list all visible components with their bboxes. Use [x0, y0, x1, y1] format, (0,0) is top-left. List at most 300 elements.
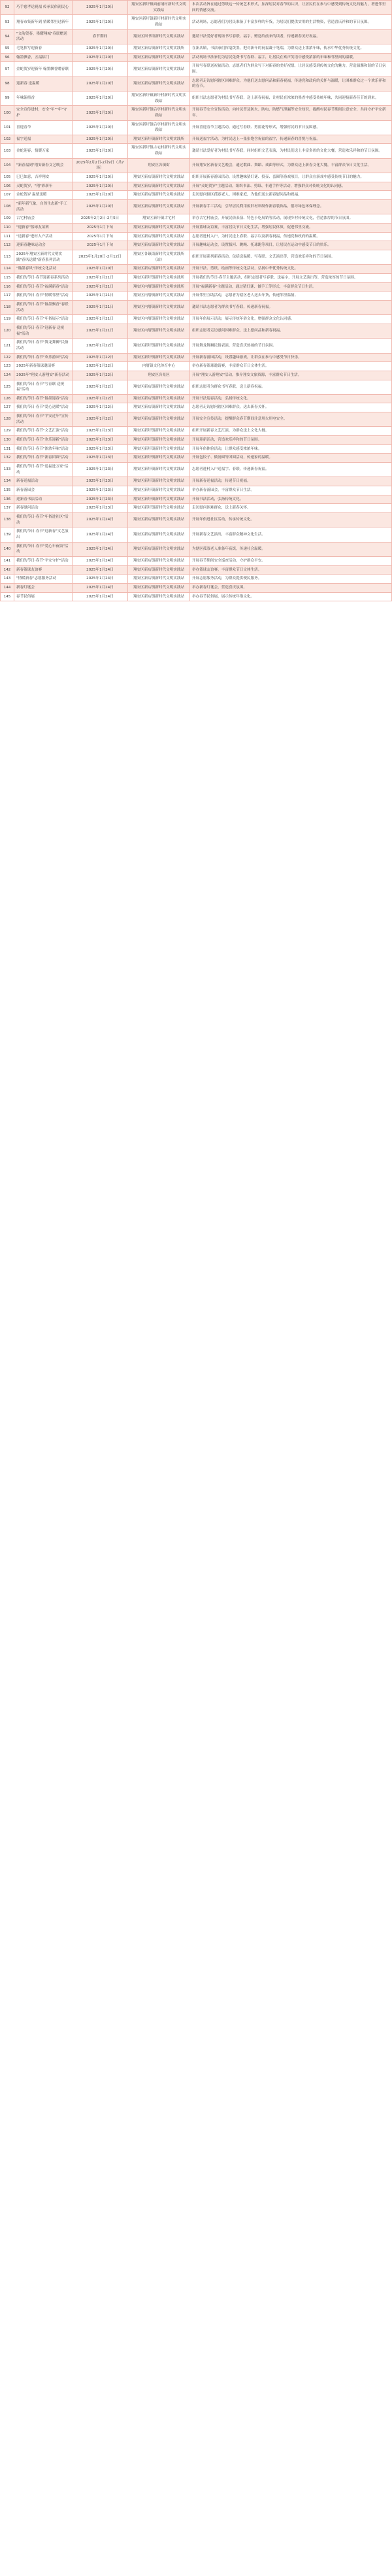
cell-location: 翔安区新圩镇新时代文明实践站: [128, 339, 190, 353]
cell-number: 107: [1, 191, 14, 200]
table-row: [1, 477, 392, 486]
table-row: [1, 371, 392, 380]
table-row: [1, 292, 392, 301]
cell-activity-name: 毛笔挥写迎新春: [14, 44, 73, 53]
cell-date: 2025年1月20日: [73, 106, 128, 120]
cell-date: 2025年1月20日: [73, 200, 128, 214]
table-row: [1, 273, 392, 282]
cell-description: 开展新春文艺演出，丰富群众精神文化生活。: [190, 527, 392, 542]
cell-description: 走访慰问困难群众，送上新春关怀。: [190, 504, 392, 513]
cell-description: 开展新春手工活动，引导居民利用废旧材料制作新春装饰品，倡导绿色环保理念。: [190, 200, 392, 214]
cell-location: 翔安区新圩镇新时代文明实践站: [128, 444, 190, 454]
cell-activity-name: 迎新春 送温暖: [14, 76, 73, 91]
cell-description: 开展新春游园活动，设置趣味游戏，让群众在参与中感受节日快乐。: [190, 353, 392, 362]
cell-description: 开展邻里互助活动，志愿者为辖区老人送去年货，传递邻里温情。: [190, 292, 392, 301]
cell-activity-name: 我们的节日·春节"写春联 送祝福"活动: [14, 380, 73, 394]
cell-number: 114: [1, 265, 14, 274]
table-row: [1, 454, 392, 463]
table-row: [1, 53, 392, 62]
table-row: [1, 76, 392, 91]
cell-date: 2025年1月下旬: [73, 224, 128, 233]
cell-date: 2025年1月21日: [73, 273, 128, 282]
cell-activity-name: 金蛇贺岁迎新年 翰墨飘香赠春联: [14, 62, 73, 76]
cell-number: 113: [1, 250, 14, 265]
cell-description: 组织志愿者走访慰问困难群众，送上慰问品和新春祝福。: [190, 324, 392, 338]
table-row: [1, 436, 392, 445]
table-row: [1, 403, 392, 412]
cell-description: 开展年俗展示活动，展示传统年俗文化，增强群众文化认同感。: [190, 315, 392, 324]
cell-description: 开展年俗体验活动，让群众感受浓浓年味。: [190, 444, 392, 454]
cell-date: 2025年1月24日: [73, 542, 128, 556]
cell-activity-name: 我们的节日·春节"迎新春 送祝福"活动: [14, 324, 73, 338]
cell-description: 开展舞龙舞狮民俗表演，营造喜庆热闹的节日氛围。: [190, 339, 392, 353]
cell-location: 翔安区新圩镇新时代文明实践站: [128, 436, 190, 445]
cell-number: 128: [1, 412, 14, 427]
cell-description: 举办篮球友谊赛，丰富群众节日文体生活。: [190, 565, 392, 575]
cell-activity-name: 我们的节日·春节"情暖邻里"活动: [14, 292, 73, 301]
cell-number: 140: [1, 542, 14, 556]
cell-description: 开展春节期间安全巡查活动，守护群众平安。: [190, 556, 392, 565]
cell-number: 97: [1, 62, 14, 76]
cell-number: 105: [1, 173, 14, 182]
cell-number: 120: [1, 324, 14, 338]
table-row: [1, 504, 392, 513]
cell-number: 100: [1, 106, 14, 120]
cell-number: 136: [1, 495, 14, 504]
cell-date: 2025年1月23日: [73, 463, 128, 477]
table-row: [1, 214, 392, 224]
table-row: [1, 575, 392, 584]
table-row: [1, 315, 392, 324]
cell-date: 2025年1月20日: [73, 91, 128, 105]
cell-activity-name: 我们的节日·春节"年俗展示"活动: [14, 315, 73, 324]
cell-activity-name: 新春游园会: [14, 486, 73, 495]
cell-date: 2025年1月20日: [73, 135, 128, 144]
cell-description: 举办新春游园会，丰富群众节日生活。: [190, 486, 392, 495]
cell-activity-name: 春节民俗展: [14, 592, 73, 601]
cell-location: 翔安区新店镇新时代文明实践站: [128, 380, 190, 394]
cell-number: 143: [1, 575, 14, 584]
cell-activity-name: 2025年新春篮球邀请赛: [14, 362, 73, 371]
cell-number: 92: [1, 1, 14, 15]
table-row: [1, 224, 392, 233]
table-row: [1, 592, 392, 601]
cell-number: 93: [1, 15, 14, 29]
cell-location: 内厝镇文化体育中心: [128, 362, 190, 371]
cell-number: 96: [1, 53, 14, 62]
cell-activity-name: 翔春市集新年到 情暖邻里过新年: [14, 15, 73, 29]
cell-description: 活动现场，志愿者们为居民准备了丰富多样的年货，为居民们提供实用的生活物资，营造喜庆祥和的节日氛围。: [190, 15, 392, 29]
cell-location: 翔安区新店镇新时代文明实践站: [128, 527, 190, 542]
table-row: [1, 106, 392, 120]
cell-activity-name: 金蛇贺岁 温情送暖: [14, 191, 73, 200]
cell-date: 2025年2月2日-2月9日（共7场）: [73, 158, 128, 173]
cell-activity-name: 迎新春书法活动: [14, 495, 73, 504]
cell-description: 开展包饺子、做汤圆等团圆活动，传递家的温暖。: [190, 454, 392, 463]
cell-number: 133: [1, 463, 14, 477]
cell-location: 翔安区内厝镇新时代文明实践站: [128, 292, 190, 301]
cell-description: 开展新春送福活动，传递节日祝福。: [190, 477, 392, 486]
cell-date: 2025年1月24日: [73, 556, 128, 565]
table-row: [1, 380, 392, 394]
cell-activity-name: 2025年"翔安人游翔安"新春活动: [14, 371, 73, 380]
cell-activity-name: 我们的节日·春节"年俗进社区"活动: [14, 513, 73, 527]
cell-number: 124: [1, 371, 14, 380]
cell-description: 走访慰问辖区孤寡老人、困难家庭，为他们送去新春慰问品和祝福。: [190, 191, 392, 200]
table-row: [1, 394, 392, 403]
cell-number: 144: [1, 583, 14, 592]
cell-activity-name: 2025年翔安区新时代文明实践"春风送暖"新春系列活动: [14, 250, 73, 265]
cell-location: 翔安区新店镇新时代文明实践站: [128, 542, 190, 556]
cell-description: 开展志愿服务活动，为群众提供便民服务。: [190, 575, 392, 584]
cell-description: 志愿者进村入户，为村民送上春联、福字以及新春祝福，传递党和政府的温暖。: [190, 232, 392, 241]
table-row: [1, 463, 392, 477]
cell-date: 2025年1月21日: [73, 324, 128, 338]
cell-number: 129: [1, 427, 14, 436]
cell-activity-name: 巧手慈孝送祝福 传承民俗润民心: [14, 1, 73, 15]
cell-number: 119: [1, 315, 14, 324]
cell-location: 翔安区内厝镇新时代文明实践站: [128, 315, 190, 324]
cell-description: 志愿者进村入户送福字、春联，传递新春祝福。: [190, 463, 392, 477]
cell-location: 翔安区新店镇新时代文明实践站: [128, 412, 190, 427]
cell-location: 翔安区新店镇新时代文明实践站: [128, 76, 190, 91]
cell-number: 134: [1, 477, 14, 486]
cell-date: 2025年1月20日: [73, 120, 128, 135]
cell-date: 2025年1月23日: [73, 454, 128, 463]
cell-location: 翔安区新店镇新时代文明实践站: [128, 513, 190, 527]
cell-number: 110: [1, 224, 14, 233]
cell-location: 翔安区新圩镇新圩村新时代文明实践站: [128, 91, 190, 105]
table-row: [1, 339, 392, 353]
cell-number: 138: [1, 513, 14, 527]
cell-date: 2025年1月22日: [73, 403, 128, 412]
cell-date: 2025年1月21日: [73, 315, 128, 324]
table-row: [1, 282, 392, 292]
table-row: [1, 412, 392, 427]
table-row: [1, 513, 392, 527]
cell-activity-name: 我们的节日·春节"新春团圆"活动: [14, 454, 73, 463]
cell-activity-name: 灵蛇贺岁，"翔"彩新年: [14, 182, 73, 191]
table-row: [1, 324, 392, 338]
cell-description: 开展安全宣传活动，提醒群众春节期间注意用火用电安全。: [190, 412, 392, 427]
cell-date: 2025年2月2日-2月5日: [73, 214, 128, 224]
cell-description: 组织开展新春游园活动，设置趣味猜灯谜、投壶、套圈等游戏项目，让群众在游戏中感受传统节日的魅力。: [190, 173, 392, 182]
cell-location: 翔安区新店镇新时代文明实践站: [128, 556, 190, 565]
cell-description: 举办春节民俗展，展示传统年俗文化。: [190, 592, 392, 601]
cell-activity-name: 我们的节日·春节"爱心年夜饭"活动: [14, 542, 73, 556]
cell-location: 翔安区图书馆新时代文明实践站: [128, 29, 190, 44]
cell-date: 2025年1月22日: [73, 371, 128, 380]
cell-number: 137: [1, 504, 14, 513]
cell-location: 翔安区新店镇新时代文明实践站: [128, 232, 190, 241]
cell-location: 翔安区新圩镇新圩村新时代文明实践站: [128, 15, 190, 29]
cell-location: 翔安区新圩镇新时代文明实践站: [128, 477, 190, 486]
table-row: [1, 29, 392, 44]
cell-date: 2025年1月23日: [73, 436, 128, 445]
cell-date: 2025年1月24日: [73, 575, 128, 584]
cell-description: 开展趣味运动会，设置拔河、跳绳、托球跑等项目，让居民在运动中感受节日的快乐。: [190, 241, 392, 250]
cell-number: 122: [1, 353, 14, 362]
cell-description: 开展书法迎春活动，弘扬传统文化。: [190, 394, 392, 403]
cell-activity-name: 福字送福: [14, 135, 73, 144]
table-row: [1, 444, 392, 454]
cell-date: 2025年1月20日: [73, 265, 128, 274]
table-row: [1, 120, 392, 135]
cell-description: 开展"灵蛇贺岁"主题活动，组织书法、剪纸、非遗手作等活动，增强群众对传统文化的认同感。: [190, 182, 392, 191]
cell-activity-name: 我们的节日·春节"爱心送暖"活动: [14, 403, 73, 412]
cell-number: 103: [1, 144, 14, 158]
cell-location: 翔安区新店镇新时代文明实践站: [128, 265, 190, 274]
table-row: [1, 1, 392, 15]
cell-description: 邀请书法爱好者为村民书写春联，同时组织文艺表演，为村民们送上丰富多彩的文化大餐，营造欢乐祥和的节日氛围。: [190, 144, 392, 158]
cell-description: 组织志愿者为群众书写春联，送上新春祝福。: [190, 380, 392, 394]
cell-date: 2025年1月22日: [73, 394, 128, 403]
cell-activity-name: 我们的节日·春节"欢乐迎新"活动: [14, 436, 73, 445]
cell-location: 翔安区新圩镇新时代文明实践所: [128, 273, 190, 282]
cell-number: 123: [1, 362, 14, 371]
cell-activity-name: 新春慰问活动: [14, 504, 73, 513]
cell-location: 翔安区新圩镇面前埔村新时代文明实践站: [128, 1, 190, 15]
cell-date: 春节期间: [73, 29, 128, 44]
cell-description: 志愿者走访慰问辖区困难群众，为他们送去慰问品和新春祝福，传递党和政府的关怀与温暖，让困难群众过一个欢乐祥和的春节。: [190, 76, 392, 91]
table-row: [1, 265, 392, 274]
table-body: [1, 1, 392, 601]
cell-activity-name: 我们的节日·春节"送福进万家"活动: [14, 463, 73, 477]
cell-description: 活动现场书法家们为居民免费书写春联、福字，让居民在欢声笑语中感受浓浓的年味和邻里间的温暖。: [190, 53, 392, 62]
cell-description: 志愿者走访慰问辖区困难群众，送去新春关怀。: [190, 403, 392, 412]
cell-number: 108: [1, 200, 14, 214]
table-row: [1, 144, 392, 158]
cell-date: 2025年1月23日: [73, 504, 128, 513]
cell-date: 2025年1月20日: [73, 144, 128, 158]
cell-activity-name: 我们的节日·春节"浓浓年味"活动: [14, 444, 73, 454]
activity-table: [0, 0, 392, 601]
cell-description: 在新店镇，书法家们挥毫泼墨，把对新年的祝福凝于笔端，为群众送上浓浓年味，传承中华优秀传统文化。: [190, 44, 392, 53]
cell-activity-name: "送新春"进村入户活动: [14, 232, 73, 241]
cell-activity-name: 我们的节日·春节"平安守护"活动: [14, 556, 73, 565]
table-row: [1, 173, 392, 182]
cell-description: 开展年俗进社区活动，传承传统文化。: [190, 513, 392, 527]
cell-date: 2025年1月20日: [73, 53, 128, 62]
cell-number: 109: [1, 214, 14, 224]
cell-location: 翔安区各镇街: [128, 158, 190, 173]
cell-date: 2025年1月24日: [73, 565, 128, 575]
table-row: [1, 62, 392, 76]
cell-description: 邀请书法爱好者现场书写春联、福字，赠送给前来的读者，传递新春美好祝福。: [190, 29, 392, 44]
cell-location: 翔安区新圩镇古宅村: [128, 214, 190, 224]
table-row: [1, 44, 392, 53]
cell-activity-name: 我们的节日·春节"平安过年"宣传活动: [14, 412, 73, 427]
cell-date: 2025年1月20日: [73, 1, 128, 15]
table-row: [1, 542, 392, 556]
cell-number: 99: [1, 91, 14, 105]
cell-activity-name: 新春灯谜会: [14, 583, 73, 592]
cell-location: 翔安区新店镇新时代文明实践站: [128, 62, 190, 76]
cell-date: 2025年1月下旬: [73, 232, 128, 241]
cell-location: 翔安区新店镇新时代文明实践站: [128, 53, 190, 62]
table-row: [1, 362, 392, 371]
cell-location: 翔安区新店镇新时代文明实践站: [128, 182, 190, 191]
cell-location: 翔安区内厝镇新时代文明实践站: [128, 324, 190, 338]
cell-number: 141: [1, 556, 14, 565]
cell-activity-name: 我们的节日·春节迎新春系列活动: [14, 273, 73, 282]
cell-description: 开展我们的节日·春节主题活动，组织志愿者写春联、送福字，开展文艺演出等，营造浓厚的节日氛围。: [190, 273, 392, 282]
cell-location: 翔安区新圩镇新时代文明实践站: [128, 486, 190, 495]
cell-number: 116: [1, 282, 14, 292]
cell-date: 2025年1月21日: [73, 292, 128, 301]
cell-location: 翔安区各景区: [128, 371, 190, 380]
cell-date: 2025年1月20日: [73, 182, 128, 191]
cell-description: 组织书法志愿者为村民书写春联，送上新春祝福，让村民在浓浓的墨香中感受传统年味，共同迎接新春佳节的到来。: [190, 91, 392, 105]
cell-date: 2025年1月23日: [73, 495, 128, 504]
cell-date: 2025年1月22日: [73, 412, 128, 427]
cell-date: 2025年1月22日: [73, 362, 128, 371]
table-row: [1, 191, 392, 200]
cell-number: 121: [1, 339, 14, 353]
cell-location: 翔安区新店镇新时代文明实践站: [128, 403, 190, 412]
cell-description: 开展书法活动，弘扬传统文化。: [190, 495, 392, 504]
cell-activity-name: "文韵贺春，墨耀翔城"春联赠送活动: [14, 29, 73, 44]
cell-location: 翔安区新圩镇新时代文明实践所: [128, 135, 190, 144]
cell-number: 118: [1, 300, 14, 314]
cell-location: 翔安区新圩镇新时代文明实践站: [128, 353, 190, 362]
cell-date: 2025年1月20日: [73, 62, 128, 76]
cell-location: 翔安区各镇街新时代文明实践所（站）: [128, 250, 190, 265]
cell-description: 邀请书法志愿者为群众书写春联，传递新春祝福。: [190, 300, 392, 314]
cell-date: 2025年1月24日: [73, 583, 128, 592]
cell-number: 115: [1, 273, 14, 282]
cell-activity-name: 我们的节日·春节"舞龙舞狮"民俗活动: [14, 339, 73, 353]
table-row: [1, 241, 392, 250]
cell-date: 2025年1月20日-2月12日: [73, 250, 128, 265]
cell-date: 2025年1月23日: [73, 427, 128, 436]
cell-description: 为辖区孤寡老人准备年夜饭，传递社会温暖。: [190, 542, 392, 556]
cell-location: 翔安区新店镇新时代文明实践站: [128, 583, 190, 592]
table-row: [1, 158, 392, 173]
table-row: [1, 495, 392, 504]
cell-number: 135: [1, 486, 14, 495]
cell-location: 翔安区新店镇新时代文明实践站: [128, 394, 190, 403]
cell-number: 98: [1, 76, 14, 91]
cell-location: 翔安区新圩镇新时代文明实践站: [128, 454, 190, 463]
cell-description: 开展春节安全宣传活动，向村民普及防火、防电、防燃气泄漏等安全知识，提醒村民春节期间注意安全，共同守护平安新年。: [190, 106, 392, 120]
cell-number: 127: [1, 403, 14, 412]
cell-location: 翔安区新圩镇新时代文明实践站: [128, 463, 190, 477]
cell-number: 94: [1, 29, 14, 44]
cell-number: 102: [1, 135, 14, 144]
cell-description: 开展送福字活动，为村民送上一张张饱含祝福的福字，传递新春的喜悦与祝福。: [190, 135, 392, 144]
cell-date: 2025年1月23日: [73, 486, 128, 495]
table-row: [1, 300, 392, 314]
cell-date: 2025年1月22日: [73, 380, 128, 394]
cell-number: 131: [1, 444, 14, 454]
cell-location: 翔安区新店镇新时代文明实践站: [128, 200, 190, 214]
cell-activity-name: 巳巳如意，吉祥翔安: [14, 173, 73, 182]
cell-description: 开展"翔安人游翔安"活动，推介翔安文旅资源，丰富群众节日生活。: [190, 371, 392, 380]
cell-description: 组织开展系列新春活动，包括送温暖、写春联、文艺演出等，营造欢乐祥和的节日氛围。: [190, 250, 392, 265]
table-row: [1, 486, 392, 495]
cell-date: 2025年1月20日: [73, 191, 128, 200]
cell-location: 翔安区新店镇新时代文明实践站: [128, 191, 190, 200]
cell-activity-name: 金蛇迎春，情暖万家: [14, 144, 73, 158]
table-row: [1, 565, 392, 575]
cell-activity-name: 新春送福活动: [14, 477, 73, 486]
cell-activity-name: 我们的节日·春节"欢乐游园"活动: [14, 353, 73, 362]
cell-activity-name: 我们的节日·春节"迎新春"文艺演出: [14, 527, 73, 542]
cell-location: 翔安区新圩镇新时代文明实践站: [128, 427, 190, 436]
cell-activity-name: 我们的节日·春节"翰墨飘香"春联活动: [14, 300, 73, 314]
cell-date: 2025年1月22日: [73, 353, 128, 362]
cell-description: 开展"福满新春"主题活动，通过猜灯谜、做手工等形式，丰富群众节日生活。: [190, 282, 392, 292]
cell-activity-name: 古宅村庙会: [14, 214, 73, 224]
cell-description: 开展篮球友谊赛，丰富居民节日文化生活，增强居民体质，促进邻里交流。: [190, 224, 392, 233]
table-row: [1, 527, 392, 542]
cell-number: 132: [1, 454, 14, 463]
cell-number: 111: [1, 232, 14, 241]
cell-number: 139: [1, 527, 14, 542]
cell-date: 2025年1月22日: [73, 339, 128, 353]
cell-number: 101: [1, 120, 14, 135]
cell-activity-name: 翰墨飘香，五福临门: [14, 53, 73, 62]
cell-activity-name: "新年新气象，自然生态新"手工活动: [14, 200, 73, 214]
cell-activity-name: 我们的节日·春节"福满新春"活动: [14, 282, 73, 292]
cell-description: 开展写春联送祝福活动，志愿者们为群众写下对新春的美好祝愿，让居民感受到传统文化的魅力，营造温馨和谐的节日氛围。: [190, 62, 392, 76]
cell-activity-name: 年味翰墨香: [14, 91, 73, 105]
table-row: [1, 250, 392, 265]
cell-location: 翔安区内厝镇新时代文明实践站: [128, 300, 190, 314]
cell-date: 2025年1月21日: [73, 282, 128, 292]
table-row: [1, 556, 392, 565]
cell-activity-name: "情暖新春"志愿服务活动: [14, 575, 73, 584]
cell-number: 112: [1, 241, 14, 250]
table-row: [1, 583, 392, 592]
cell-date: 2025年1月24日: [73, 513, 128, 527]
cell-location: 翔安区新店镇新时代文明实践站: [128, 575, 190, 584]
cell-activity-name: 新春篮球友谊赛: [14, 565, 73, 575]
table-row: [1, 135, 392, 144]
cell-activity-name: "翰墨春风"传统文化活动: [14, 265, 73, 274]
cell-date: 2025年1月24日: [73, 592, 128, 601]
cell-activity-name: 迎新春趣味运动会: [14, 241, 73, 250]
cell-date: 2025年1月23日: [73, 444, 128, 454]
cell-location: 翔安区新圩镇新时代文明实践站: [128, 504, 190, 513]
cell-location: 翔安区新店镇新时代文明实践所: [128, 44, 190, 53]
cell-number: 104: [1, 158, 14, 173]
cell-date: 2025年1月20日: [73, 76, 128, 91]
table-row: [1, 427, 392, 436]
cell-location: 翔安区新圩镇后亭村新时代文明实践站: [128, 120, 190, 135]
cell-description: 举办新春灯谜会，营造喜庆氛围。: [190, 583, 392, 592]
table-row: [1, 91, 392, 105]
cell-date: 2025年1月20日: [73, 15, 128, 29]
cell-date: 2025年1月21日: [73, 300, 128, 314]
cell-number: 117: [1, 292, 14, 301]
cell-location: 翔安区新店镇新时代文明实践站: [128, 592, 190, 601]
cell-location: 翔安区内厝镇新时代文明实践所: [128, 282, 190, 292]
cell-number: 125: [1, 380, 14, 394]
cell-date: 2025年1月20日: [73, 173, 128, 182]
cell-location: 翔安区新店镇新时代文明实践站: [128, 565, 190, 575]
cell-location: 翔安区新店镇新时代文明实践站: [128, 224, 190, 233]
cell-number: 130: [1, 436, 14, 445]
cell-description: 开展迎新活动，营造欢乐祥和的节日氛围。: [190, 436, 392, 445]
cell-activity-name: "新春福到"翔安新春文艺晚会: [14, 158, 73, 173]
cell-date: 2025年1月23日: [73, 477, 128, 486]
cell-number: 145: [1, 592, 14, 601]
cell-description: 开展翔安区新春文艺晚会，通过歌曲、舞蹈、戏曲等形式，为群众送上新春文化大餐，丰富群众节日文化生活。: [190, 158, 392, 173]
cell-number: 106: [1, 182, 14, 191]
table-row: [1, 200, 392, 214]
